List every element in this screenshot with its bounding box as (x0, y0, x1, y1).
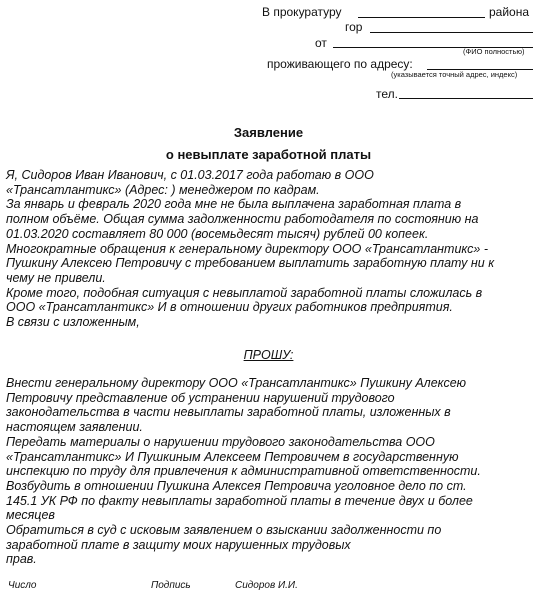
request-line: месяцев (6, 508, 55, 523)
full-name-hint: (ФИО полностью) (463, 47, 525, 56)
body-line: За январь и февраль 2020 года мне не была выплачена заработная плата в (6, 197, 462, 212)
prosecutor-district-blank (358, 17, 485, 18)
request-line: настоящем заявлении. (6, 420, 143, 435)
body-line: ООО «Трансатлантикс» И в отношении других работников предприятия. (6, 300, 453, 315)
body-line: Я, Сидоров Иван Иванович, с 01.03.2017 года работаю в ООО (6, 168, 374, 182)
request-line: инспекцию по труду для привлечения к административной ответственности. (6, 464, 481, 479)
header-to-suffix: района (489, 5, 530, 19)
statement-body (6, 168, 534, 330)
header-phone-label: тел. (376, 87, 398, 101)
city-blank (370, 32, 533, 33)
body-line: Многократные обращения к генеральному директору ООО «Трансатлантикс» - (6, 241, 489, 256)
document-subtitle: о невыплате заработной платы (165, 147, 372, 162)
header-from-label: от (315, 36, 327, 50)
header-city-label: гор (345, 20, 363, 34)
header-to-label: В прокуратуру (262, 5, 342, 19)
address-hint: (указывается точный адрес, индекс) (391, 70, 518, 79)
body-line: Кроме того, подобная ситуация с невыплатой заработной платы сложилась в (6, 285, 483, 300)
body-line: В связи с изложенным, (6, 315, 140, 330)
document-title: Заявление (233, 125, 304, 140)
request-line: Передать материалы о нарушении трудового законодательства ООО (6, 434, 435, 449)
body-line: чему не привели. (6, 270, 106, 285)
request-line: прав. (6, 552, 37, 567)
request-line: Петровичу представление об устранении нарушений трудового (6, 390, 395, 405)
body-line: «Трансатлантикс» (Адрес: ) менеджером по кадрам. (6, 182, 320, 197)
body-line: Пушкину Алексею Петровичу с требованием выплатить заработную плату ни к (6, 256, 495, 271)
request-line: Возбудить в отношении Пушкина Алексея Петровича уголовное дело по ст. (6, 478, 467, 493)
request-line: Обратиться в суд с исковым заявлением о взыскании задолженности по (6, 523, 442, 538)
date-label: Число (8, 580, 37, 591)
request-line: Внести генеральному директору ООО «Трансатлантикс» Пушкину Алексею (6, 376, 467, 390)
body-line: 01.03.2020 составляет 80 000 (восемьдесят тысяч) рублей 00 копеек. (6, 226, 429, 241)
request-body (6, 376, 534, 567)
request-line: «Трансатлантикс» И Пушкиным Алексеем Петровичем в государственную (6, 449, 459, 464)
request-heading: ПРОШУ: (243, 348, 294, 362)
request-line: 145.1 УК РФ по факту невыплаты заработной платы в течение двух и более (6, 493, 473, 508)
phone-blank (399, 98, 533, 99)
signature-label: Подпись (151, 580, 191, 591)
body-line: полном объёме. Общая сумма задолженности работодателя по состоянию на (6, 212, 479, 227)
header-address-label: проживающего по адресу: (267, 57, 413, 71)
request-line: заработной плате в защиту моих нарушенных трудовых (6, 537, 351, 552)
request-line: законодательства в части невыплаты заработной платы, изложенных в (6, 405, 451, 420)
signer-name: Сидоров И.И. (235, 580, 298, 591)
